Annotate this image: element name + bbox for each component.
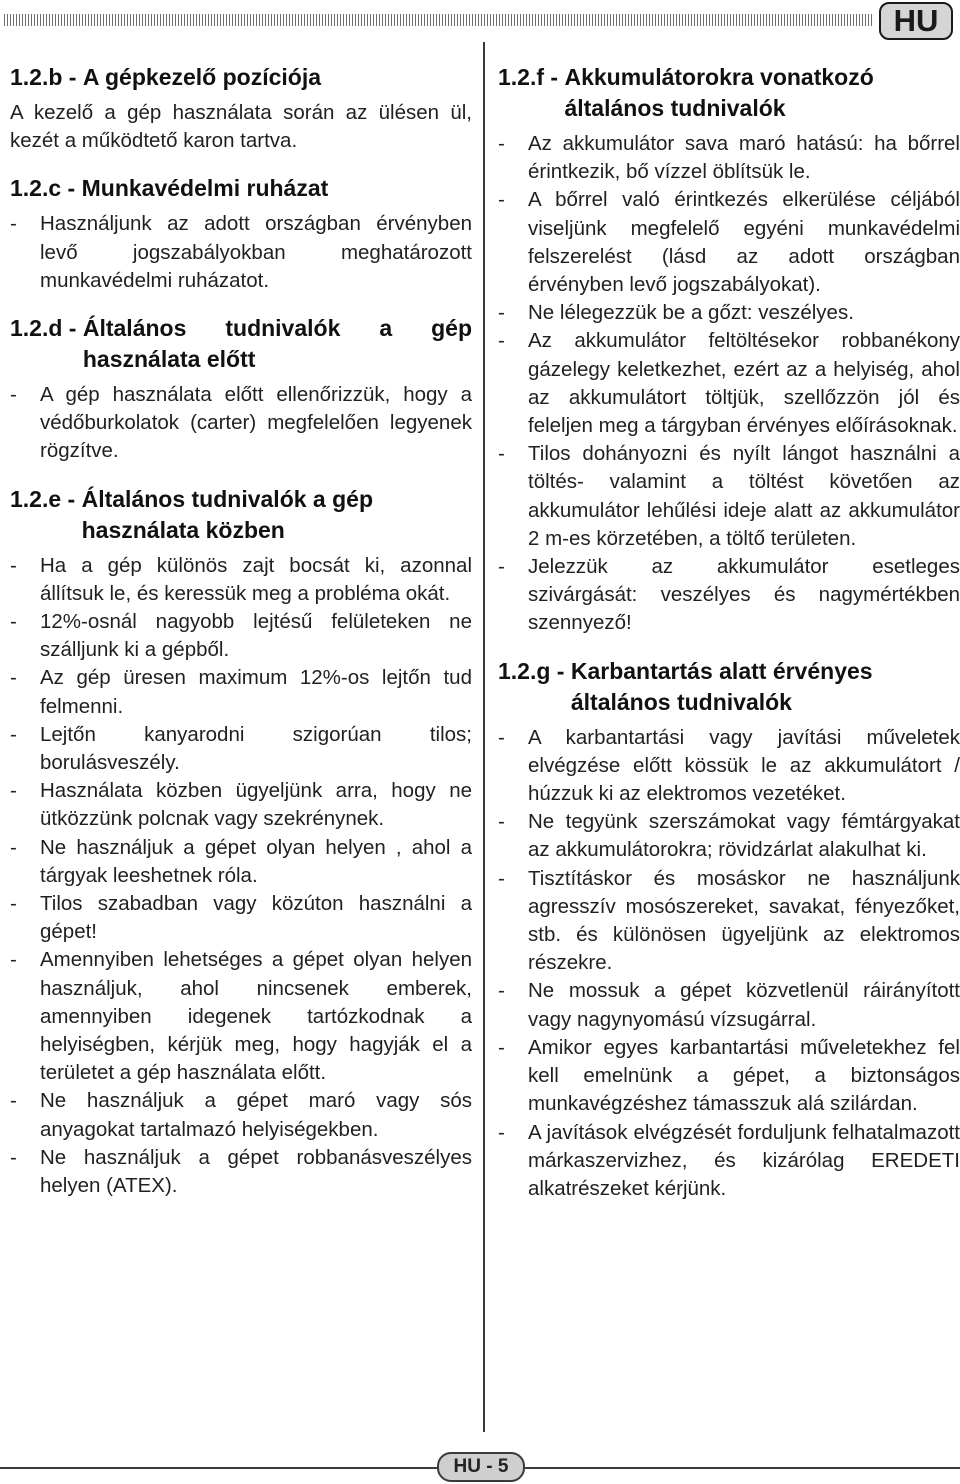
bullet-list (10, 210, 472, 295)
section-paragraph: A kezelő a gép használata során az ülésen ül, kezét a működtető karon tartva. (10, 101, 472, 153)
left-column (10, 62, 472, 1218)
section-title: Karbantartás alatt érvényes általános tudnivalók (570, 657, 873, 715)
bullet-list (498, 130, 960, 638)
section-1-2-g (498, 656, 960, 1203)
list-item: - Ne használjuk a gépet maró vagy sós anyagokat tartalmazó helyiségekben. (10, 1089, 472, 1141)
section-1-2-f (498, 62, 960, 638)
list-item: - Használjunk az adott országban érvényben levő jogszabályokban meghatározott munkavédelmi ruházatot. (10, 212, 472, 292)
list-item: - Ne használjuk a gépet olyan helyen , ahol a tárgyak leeshetnek róla. (10, 835, 472, 887)
list-item: - Az gép üresen maximum 12%-os lejtőn tud felmenni. (10, 666, 472, 718)
section-title: Általános tudnivalók a gép használata előtt (82, 315, 472, 373)
section-heading (498, 62, 960, 124)
section-heading (10, 62, 472, 93)
section-number: 1.2.c - (10, 175, 82, 202)
section-title: A gépkezelő pozíciója (82, 64, 322, 90)
section-heading (10, 173, 472, 204)
list-item: - A bőrrel való érintkezés elkerülése céljából viseljünk megfelelő egyéni munkavédelmi felszerelést (lásd az adott országban érvényben levő jogszabályokat). (498, 188, 960, 297)
section-number: 1.2.b - (10, 64, 83, 90)
list-item: - Ne mossuk a gépet közvetlenül ráirányított vagy nagynyomású vízsugárral. (498, 979, 960, 1031)
section-number: 1.2.f - (498, 64, 565, 90)
list-item: - Jelezzük az akkumulátor esetleges szivárgását: veszélyes és nagymértékben szennyező! (498, 555, 960, 635)
list-item: - A javítások elvégzését forduljunk felhatalmazott márkaszervizhez, és kizárólag EREDETI alkatrészeket kérjünk. (498, 1120, 960, 1200)
section-1-2-e (10, 484, 472, 1201)
list-item: - Amikor egyes karbantartási műveletekhez fel kell emelnünk a gépet, a biztonságos munkavégzéshez támasszuk alá szilárdan. (498, 1035, 960, 1116)
section-1-2-b (10, 62, 472, 155)
column-divider (483, 42, 485, 1432)
bullet-list (498, 724, 960, 1203)
list-item: - Ha a gép különös zajt bocsát ki, azonnal állítsuk le, és keressük meg a probléma okát. (10, 553, 472, 605)
list-item: - Amennyiben lehetséges a gépet olyan helyen használjuk, ahol nincsenek emberek, amennyiben idegenek tartózkodnak a helyiségben, kérjük meg, hogy hagyják el a területet a gép használata előtt. (10, 948, 472, 1085)
list-item: - Ne lélegezzük be a gőzt: veszélyes. (498, 301, 854, 325)
section-heading (498, 656, 960, 718)
list-item: - 12%-osnál nagyobb lejtésű felületeken ne szálljunk ki a gépből. (10, 610, 472, 662)
language-badge: HU (879, 2, 953, 40)
list-item: - Lejtőn kanyarodni szigorúan tilos; borulásveszély. (10, 722, 472, 775)
section-1-2-c (10, 173, 472, 295)
bullet-list (10, 381, 472, 466)
list-item: - Ne tegyünk szerszámokat vagy fémtárgyakat az akkumulátorokra; rövidzárlat alakulhat ki. (498, 810, 960, 862)
list-item: - A karbantartási vagy javítási műveletek elvégzése előtt kössük le az akkumulátort / húzzuk ki az elektromos vezetéket. (498, 725, 960, 806)
section-title: Általános tudnivalók a gép használata közben (81, 485, 373, 543)
section-1-2-d (10, 313, 472, 466)
section-number: 1.2.e - (10, 485, 82, 512)
list-item: - Használata közben ügyeljünk arra, hogy ne ütközzünk polcnak vagy szekrénynek. (10, 779, 472, 831)
section-title: Munkavédelmi ruházat (81, 175, 329, 202)
right-column (498, 62, 960, 1221)
section-heading (10, 313, 472, 375)
list-item: - A gép használata előtt ellenőrizzük, hogy a védőburkolatok (carter) megfelelően legyenek rögzítve. (10, 383, 472, 463)
section-number: 1.2.d - (10, 315, 83, 342)
list-item: - Tilos szabadban vagy közúton használni a gépet! (10, 892, 472, 944)
header-dotted-rule (4, 14, 874, 26)
section-heading (10, 484, 472, 546)
list-item: - Tilos dohányozni és nyílt lángot használni a töltés- valamint a töltést követően az akkumulátor lehűlési ideje alatt az akkumulátor 2 m-es körzetében, a töltő területen. (498, 442, 960, 550)
section-title: Akkumulátorokra vonatkozó általános tudnivalók (564, 64, 874, 121)
list-item: - Az akkumulátor feltöltésekor robbanékony gázelegy keletkezhet, ezért az a helyiség, ahol az akkumulátort töltjük, szellőzzön jól és feleljen meg a tárgyban érvényes előírásoknak. (498, 329, 960, 438)
bullet-list (10, 552, 472, 1201)
list-item: - Tisztításkor és mosáskor ne használjunk agresszív mosószereket, savakat, fényezőket, stb. és különösen ügyeljünk az elektromos részekre. (498, 866, 960, 975)
list-item: - Ne használjuk a gépet robbanásveszélyes helyen (ATEX). (10, 1145, 472, 1198)
list-item: - Az akkumulátor sava maró hatású: ha bőrrel érintkezik, bő vízzel öblítsük le. (498, 132, 960, 184)
section-number: 1.2.g - (498, 657, 571, 684)
page-number: HU - 5 (437, 1452, 525, 1482)
